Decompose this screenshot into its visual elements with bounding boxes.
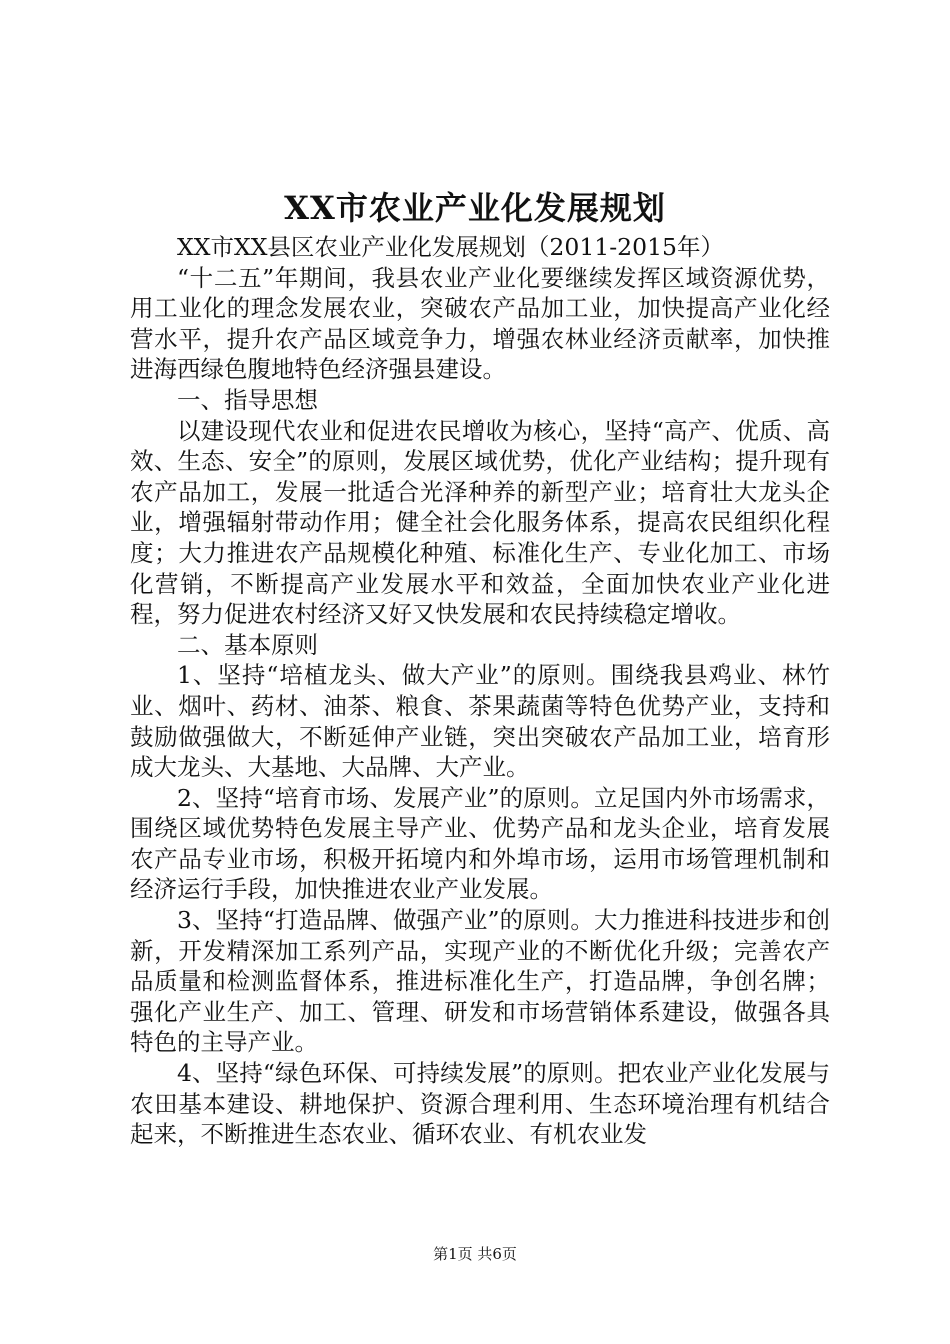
principle-1-paragraph: 1、坚持“培植龙头、做大产业”的原则。围绕我县鸡业、林竹业、烟叶、药材、油茶、粮食、茶果蔬菌等特色优势产业，支持和鼓励做强做大，不断延伸产业链，突出突破农产品加工业，培育形成大龙头、大基地、大品牌、大产业。 — [130, 661, 830, 782]
section-heading-guiding-ideology: 一、指导思想 — [177, 385, 318, 414]
principle-3-paragraph: 3、坚持“打造品牌、做强产业”的原则。大力推进科技进步和创新，开发精深加工系列产品，实现产业的不断优化升级；完善农产品质量和检测监督体系，推进标准化生产，打造品牌，争创名牌；强化产业生产、加工、管理、研发和市场营销体系建设，做强各具特色的主导产业。 — [130, 906, 830, 1057]
guiding-ideology-paragraph: 以建设现代农业和促进农民增收为核心，坚持“高产、优质、高效、生态、安全”的原则，发展区域优势，优化产业结构；提升现有农产品加工，发展一批适合光泽种养的新型产业；培育壮大龙头企业，增强辐射带动作用；健全社会化服务体系，提高农民组织化程度；大力推进农产品规模化种殖、标准化生产、专业化加工、市场化营销，不断提高产业发展水平和效益，全面加快农业产业化进程，努力促进农村经济又好又快发展和农民持续稳定增收。 — [130, 416, 830, 629]
principle-4-paragraph: 4、坚持“绿色环保、可持续发展”的原则。把农业产业化发展与农田基本建设、耕地保护、资源合理利用、生态环境治理有机结合起来，不断推进生态农业、循环农业、有机农业发 — [130, 1059, 830, 1149]
section-heading-basic-principles: 二、基本原则 — [177, 630, 318, 659]
page-number-footer: 第1页 共6页 — [433, 1245, 517, 1263]
intro-paragraph: “十二五”年期间，我县农业产业化要继续发挥区域资源优势，用工业化的理念发展农业，突破农产品加工业，加快提高产业化经营水平，提升农产品区域竞争力，增强农林业经济贡献率，加快推进海西绿色腹地特色经济强县建设。 — [130, 263, 830, 384]
subtitle-paragraph: XX市XX县区农业产业化发展规划（2011-2015年） — [177, 233, 724, 261]
document-title: XX市农业产业化发展规划 — [284, 189, 666, 227]
document-body — [130, 232, 830, 1150]
principle-2-paragraph: 2、坚持“培育市场、发展产业”的原则。立足国内外市场需求，围绕区域优势特色发展主导产业、优势产品和龙头企业，培育发展农产品专业市场，积极开拓境内和外埠市场，运用市场管理机制和经济运行手段，加快推进农业产业发展。 — [130, 783, 830, 904]
